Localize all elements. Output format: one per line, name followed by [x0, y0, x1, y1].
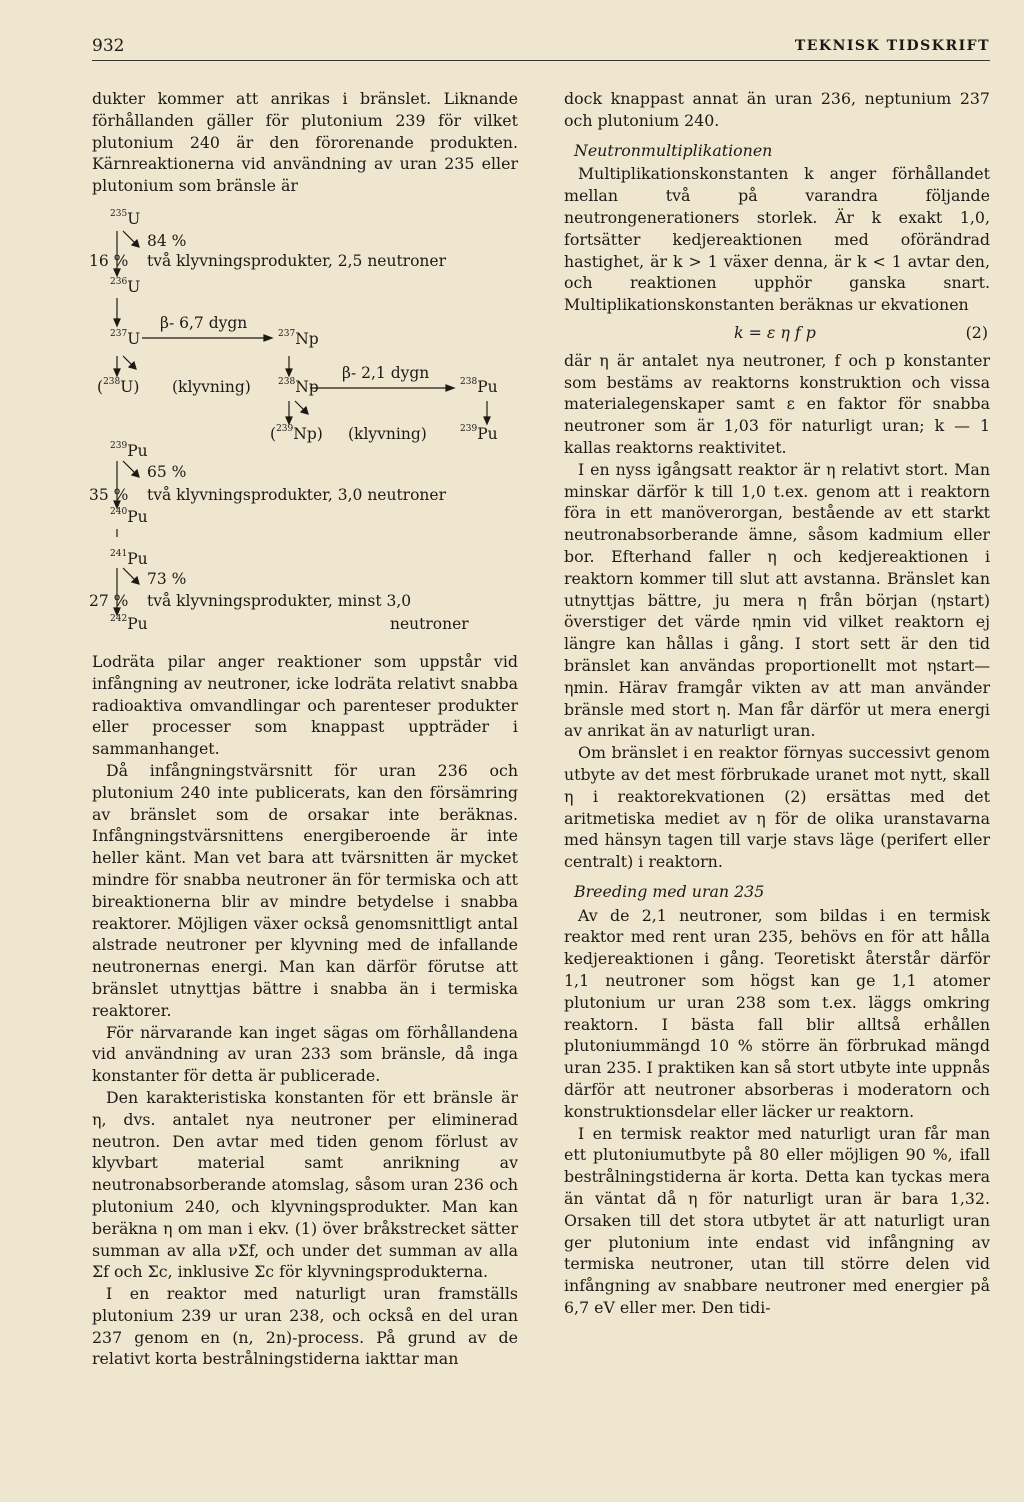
- page-number: 932: [92, 36, 125, 56]
- left-paragraph-5: I en reaktor med naturligt uran framställs plutonium 239 ur uran 238, och också en del uran 237 genom en (n, 2n)-process. På grund av de relativt korta bestrålningstiderna iakttar man: [92, 1284, 518, 1369]
- right-column: [564, 88, 990, 1319]
- section-heading-breeding: Breeding med uran 235: [574, 881, 765, 901]
- right-paragraph-3: där η är antalet nya neutroner, f och p konstanter som bestäms av reaktorns konstruktion och vissa materialegenskaper samt ε en faktor för snabba neutroner som är 1,03 för naturligt uran; k — 1 kallas reaktorns reaktivitet.: [564, 350, 990, 457]
- right-paragraph-4: I en nyss igångsatt reaktor är η relativt stort. Man minskar därför k till 1,0 t.ex. genom att i reaktorn föra in ett manöverorgan, bestående av ett starkt neutronabsorberande ämne, såsom kadmium eller bor. Efterhand faller η och kedjereaktionen i reaktorn kommer till slut att avstanna. Bränslet kan utnyttjas bättre, ju mera η från början (ηstart) överstiger det värde ηmin vid vilket reaktorn ej längre kan hållas i gång. I stort sett är den tid bränslet kan användas proportionellt mot ηstart—ηmin. Härav framgår vikten av att man använder bränsle med stort η. Man får därför ut mera energi av anrikat än av naturligt uran.: [564, 459, 990, 741]
- page-header: [92, 36, 990, 62]
- np238-label: $^{238}$Np: [278, 376, 319, 396]
- np237-label: $^{237}$Np: [278, 328, 319, 348]
- fission-products-3: två klyvningsprodukter, minst 3,0: [147, 591, 412, 610]
- pct-65: 65 %: [147, 462, 187, 481]
- header-rule: [92, 60, 990, 61]
- left-paragraph-4: Den karakteristiska konstanten för ett bränsle är η, dvs. antalet nya neutroner per eliminerad neutron. Den avtar med tiden genom förlust av klyvbart material samt anrikning av neutronabsorberande atomslag, såsom uran 236 och plutonium 240, och klyvningsprodukter. Man kan beräkna η om man i ekv. (1) över bråkstrecket sätter summan av alla νΣf, och under det summan av alla Σf och Σc, inklusive Σc för klyvningsprodukterna.: [92, 1087, 518, 1282]
- beta-decay-2: β- 2,1 dygn: [342, 363, 430, 382]
- pu241-label: $^{241}$Pu: [110, 548, 148, 568]
- equation-formula: k = ε η f p: [734, 322, 816, 342]
- left-paragraph-3: För närvarande kan inget sägas om förhållandena vid användning av uran 233 som bränsle, då inga konstanter för detta är publicerade.: [92, 1022, 518, 1086]
- equation-2: [564, 322, 990, 344]
- left-paragraph-1: Lodräta pilar anger reaktioner som uppstår vid infångning av neutroner, icke lodräta relativt snabba radioaktiva omvandlingar och parenteser produkter eller processer som knappast uppträder i sammanhanget.: [92, 651, 518, 759]
- klyvning-2: (klyvning): [348, 424, 427, 443]
- u235-label: $^{235}$U: [110, 208, 141, 228]
- reaction-scheme: [89, 201, 518, 639]
- right-paragraph-7: I en termisk reaktor med naturligt uran får man ett plutoniumutbyte på 80 eller möjligen 90 %, ifall bestrålningstiderna är korta. Detta kan tyckas mera än väntat då η för naturligt uran är bara 1,32. Orsaken till det stora utbytet är att naturligt uran ger plutonium inte endast vid infångning av termiska neutroner, utan till större delen vid infångning av snabbare neutroner med energier på 6,7 eV eller mer. Den tidi-: [564, 1123, 990, 1318]
- pct-35: 35 %: [89, 485, 129, 504]
- pu238-label: $^{238}$Pu: [460, 376, 498, 396]
- pct-27: 27 %: [89, 591, 129, 610]
- fission-products-2: två klyvningsprodukter, 3,0 neutroner: [147, 485, 446, 504]
- fission-products-3-cont: neutroner: [390, 614, 469, 633]
- right-paragraph-2: Multiplikationskonstanten k anger förhållandet mellan två på varandra följande neutrongenerationers storlek. Är k exakt 1,0, fortsätter kedjereaktionen med oförändrad hastighet, är k > 1 växer denna, är k < 1 avtar den, och reaktionen upphör ganska snart. Multiplikationskonstanten beräknas ur ekvationen: [564, 164, 990, 315]
- pu239b-label: $^{239}$Pu: [460, 423, 498, 443]
- u236-label: $^{236}$U: [110, 276, 141, 296]
- section-heading-neutron-multiplication: Neutronmultiplikationen: [574, 140, 773, 160]
- np239-label: ($^{239}$Np): [270, 423, 323, 443]
- equation-number: (2): [965, 322, 988, 342]
- left-paragraph-2: Då infångningstvärsnitt för uran 236 och plutonium 240 inte publicerats, kan den försämring av bränslet som de orsakar inte beräknas. Infångningstvärsnittens energiberoende är inte heller känt. Man vet bara att tvärsnitten är mycket mindre för snabba neutroner än för termiska och att bireaktionerna blir av mindre betydelse i snabba reaktorer. Möjligen växer också genomsnittligt antal alstrade neutroner per klyvning med de infallande neutronernas energi. Man kan därför förutse att bränslet utnyttjas bättre i snabba än i termiska reaktorer.: [92, 760, 518, 1020]
- right-paragraph-1: dock knappast annat än uran 236, neptunium 237 och plutonium 240.: [564, 89, 990, 130]
- pct-73: 73 %: [147, 569, 187, 588]
- fission-products-1: två klyvningsprodukter, 2,5 neutroner: [147, 251, 446, 270]
- pct-16: 16 %: [89, 251, 129, 270]
- pu242-label: $^{242}$Pu: [110, 613, 148, 633]
- u237-label: $^{237}$U: [110, 328, 141, 348]
- pu239-label: $^{239}$Pu: [110, 440, 148, 460]
- u238-label: ($^{238}$U): [97, 376, 140, 396]
- left-intro-paragraph: dukter kommer att anrikas i bränslet. Liknande förhållanden gäller för plutonium 239 för vilket plutonium 240 är den förorenande produkten. Kärnreaktionerna vid användning av uran 235 eller plutonium som bränsle är: [92, 89, 518, 196]
- right-paragraph-5: Om bränslet i en reaktor förnyas successivt genom utbyte av det mest förbrukade uranet mot nytt, skall η i reaktorekvationen (2) ersättas med det aritmetiska mediet av η för de olika uranstavarna med hänsyn tagen till varje stavs läge (perifert eller centralt) i reaktorn.: [564, 743, 990, 872]
- journal-title: TEKNISK TIDSKRIFT: [794, 38, 990, 54]
- klyvning-1: (klyvning): [172, 377, 251, 396]
- beta-decay-1: β- 6,7 dygn: [160, 313, 248, 332]
- left-column: [89, 88, 518, 1370]
- right-paragraph-6: Av de 2,1 neutroner, som bildas i en termisk reaktor med rent uran 235, behövs en för att hålla kedjereaktionen i gång. Teoretiskt återstår därför 1,1 neutroner som högst kan ge 1,1 atomer plutonium ur uran 238 som t.ex. läggs omkring reaktorn. I bästa fall blir alltså erhållen plutoniummängd 10 % större än förbrukad mängd uran 235. I praktiken kan så stort utbyte inte uppnås därför att neutroner absorberas i moderatorn och konstruktionsdelar eller läcker ur reaktorn.: [564, 905, 990, 1121]
- pu240-label: $^{240}$Pu: [110, 506, 148, 526]
- pct-84: 84 %: [147, 231, 187, 250]
